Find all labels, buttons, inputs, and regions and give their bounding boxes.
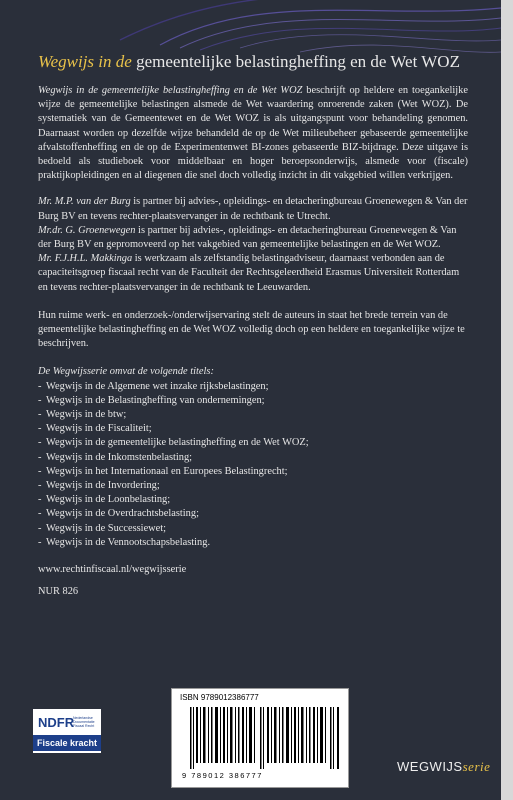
list-item: - Wegwijs in de Successiewet; [38,522,468,536]
isbn-number: ISBN 9789012386777 [180,693,259,702]
list-item: - Wegwijs in de Fiscaliteit; [38,422,468,436]
back-cover-text [38,84,468,600]
series-list [38,380,468,550]
logo-subtext: Nederlandse Documentatie Fiscaal Recht [73,716,95,728]
barcode-icon [190,707,340,769]
list-item: - Wegwijs in de Invordering; [38,479,468,493]
author-item: Mr. M.P. van der Burg is partner bij advies-, opleidings- en detacheringbureau Groenewegen & Van der Burg BV en tevens rechter-plaatsvervanger in de rechtbank te Utrecht. [38,196,468,222]
barcode-digits: 9 789012 386777 [182,771,263,780]
title-italic: Wegwijs in de [38,52,132,71]
brand-main: WEGWIJS [397,759,463,774]
list-item: - Wegwijs in de Inkomstenbelasting; [38,451,468,465]
list-item: - Wegwijs in het Internationaal en Europees Belastingrecht; [38,465,468,479]
list-item: - Wegwijs in de btw; [38,408,468,422]
barcode-label [171,688,349,788]
author-item: Mr.dr. G. Groenewegen is partner bij advies-, opleidings- en detacheringbureau Groenewegen & Van der Burg BV en gepromoveerd op het vakgebied van gemeentelijke belastingen en de Wet WOZ. [38,224,457,251]
series-brand [397,759,490,775]
title-rest: gemeentelijke belastingheffing en de Wet WOZ [136,52,460,71]
list-item: - Wegwijs in de Overdrachtsbelasting; [38,507,468,521]
list-item: - Wegwijs in de Vennootschapsbelasting. [38,536,468,550]
website-url: www.rechtinfiscaal.nl/wegwijsserie [38,564,187,576]
series-heading: De Wegwijsserie omvat de volgende titels: [38,366,214,378]
nur-code: NUR 826 [38,586,79,598]
logo-name: NDFR [38,715,75,730]
list-item: - Wegwijs in de Loonbelasting; [38,493,468,507]
intro-paragraph: Wegwijs in de gemeentelijke belastingheffing en de Wet WOZ beschrijft op heldere en toegankelijke wijze de gemeentelijke belastingen alsmede de Wet waardering onroerende zaken (Wet WOZ). De systematiek van de Gemeentewet en de Wet WOZ is als uitgangspunt voor behandeling genomen. Daarnaast worden op dezelfde wijze behandeld de op de Wet milieubeheer gebaseerde gemeentelijke afvalstoffenheffing en de op de Experimentenwet BI-zones gebaseerde BIZ-bijdrage. Deze uitgave is bedoeld als studieboek voor middelbaar en hoger beroepsonderwijs, alsmede voor (fiscale) praktijkopleidingen en al diegenen die snel doch volledig inzicht in dit vakgebied willen verkrijgen. [38,85,468,182]
brand-suffix: serie [462,759,491,774]
author-item: Mr. F.J.H.L. Makkinga is werkzaam als zelfstandig belastingadviseur, daarnaast verbonden aan de capaciteitsgroep fiscaal recht van de Faculteit der Rechtsgeleerdheid Erasmus Universiteit Rotterdam en tevens rechter-plaatsvervanger in de rechtbank te Leeuwarden. [38,253,460,293]
ndfr-logo [33,709,101,753]
list-item: - Wegwijs in de Algemene wet inzake rijksbelastingen; [38,380,468,394]
book-title [38,52,498,72]
list-item: - Wegwijs in de Belastingheffing van ondernemingen; [38,394,468,408]
page-edge [501,0,513,800]
logo-tagline: Fiscale kracht [33,735,101,751]
authors-experience: Hun ruime werk- en onderzoek-/onderwijservaring stelt de auteurs in staat het brede terrein van de gemeentelijke belastingheffing en de Wet WOZ volledig doch op een heldere en toegankelijke wijze te beschrijven. [38,309,465,350]
list-item: - Wegwijs in de gemeentelijke belastingheffing en de Wet WOZ; [38,436,468,450]
